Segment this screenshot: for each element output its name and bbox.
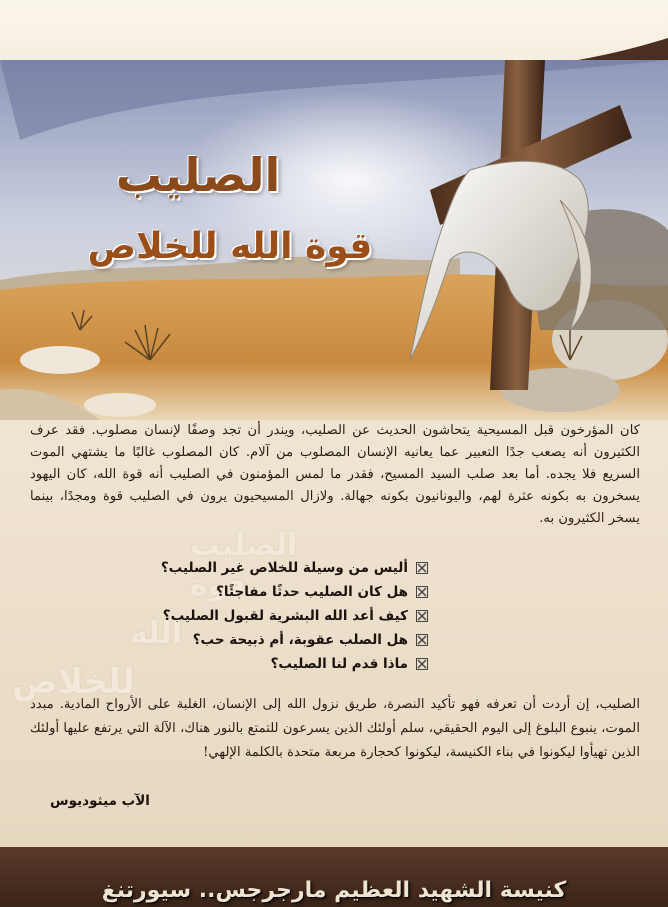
author-signature: الآب ميثوديوس [50, 793, 150, 809]
watermark-word: للخلاص [12, 662, 135, 702]
watermark-word: الصليب [190, 528, 298, 563]
question-item [68, 628, 428, 652]
page-title: الصليب [115, 148, 281, 202]
question-text: هل كان الصليب حدثًا مفاجئًا؟ [216, 584, 408, 600]
question-item [68, 604, 428, 628]
page-subtitle: قوة الله للخلاص [87, 226, 373, 267]
cross-bullet-icon [416, 562, 428, 574]
conclusion-paragraph: الصليب، إن أردت أن تعرفه فهو تأكيد النصرة، طريق نزول الله إلى الإنسان، الغلبة على الأرواح المادية. مبدد الموت، ينبوع البلوغ إلى اليوم الحقيقي، سلم أولئك الذين يسرعون للتمتع بالنور هناك، الآلة التي يرتفع عليها أولئك الذين تهيأوا ليكونوا في بناء الكنيسة، ليكونوا كحجارة مربعة متحدة بالكلمة الإلهي! [30, 697, 640, 760]
cross-bullet-icon [416, 586, 428, 598]
question-item [68, 652, 428, 676]
question-text: ماذا قدم لنا الصليب؟ [270, 656, 408, 672]
intro-paragraph: كان المؤرخون قبل المسيحية يتحاشون الحديث عن الصليب، ويندر أن تجد وصفًا لإنسان مصلوب. فقد عرف الكثيرون أنه يصعب جدًا التعبير عما يعانيه الإنسان المصلوب من آلام. كان المصلوب غالبًا ما يشتهي الموت السريع فلا يجده. أما بعد صلب السيد المسيح، فقدر ما لمس المؤمنون في الصليب أنه قوة الله، كان اليهود يسخرون به بكونه عثرة لهم، واليونانيون بكونه جهالة. ولازال المسيحيون يرون في الصليب قوة ومجدًا، بينما يسخر الكثيرون به. [30, 423, 640, 526]
question-text: أليس من وسيلة للخلاص غير الصليب؟ [160, 560, 408, 576]
cross-bullet-icon [416, 610, 428, 622]
footer-church-name: كنيسة الشهيد العظيم مارجرجس.. سيورتنغ [101, 878, 567, 903]
question-item [68, 580, 428, 604]
cross-bullet-icon [416, 658, 428, 670]
watermark-word: قوة [190, 568, 247, 603]
cross-bullet-icon [416, 634, 428, 646]
question-item [68, 556, 428, 580]
questions-list [68, 556, 428, 676]
question-text: كيف أعد الله البشرية لقبول الصليب؟ [162, 608, 408, 624]
watermark-word: الله [130, 616, 182, 651]
question-text: هل الصلب عقوبة، أم ذبيحة حب؟ [192, 632, 408, 648]
